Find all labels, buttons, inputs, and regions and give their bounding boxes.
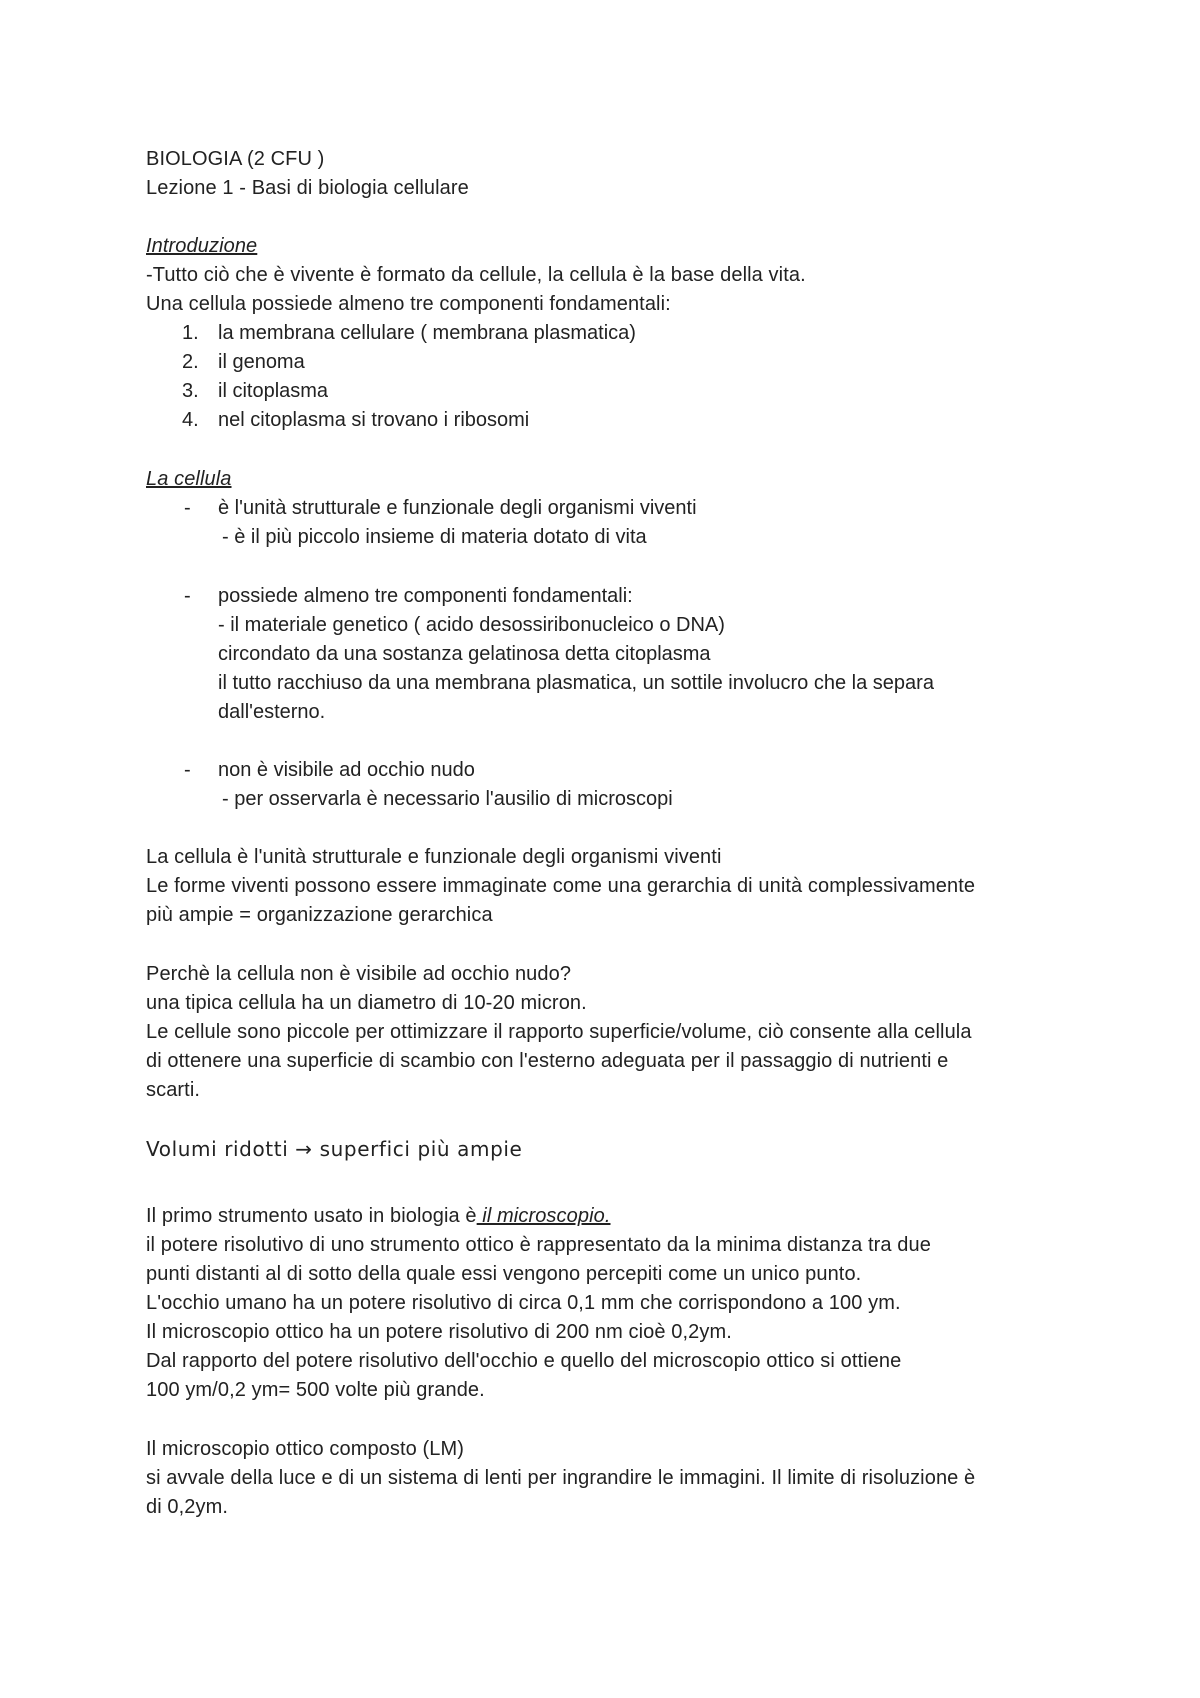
paragraph-line: Il microscopio ottico ha un potere risolutivo di 200 nm cioè 0,2ym. — [146, 1321, 732, 1343]
paragraph-line — [146, 1202, 611, 1231]
highlight-line: Volumi ridotti → superfici più ampie — [146, 1137, 523, 1161]
paragraph-line: Le cellule sono piccole per ottimizzare il rapporto superficie/volume, ciò consente alla cellula — [146, 1021, 972, 1043]
cellula-bullet-3: non è visibile ad occhio nudo — [218, 759, 475, 781]
cellula-bullet-2-line: - il materiale genetico ( acido desossiribonucleico o DNA) — [218, 614, 725, 636]
paragraph-line: La cellula è l'unità strutturale e funzionale degli organismi viventi — [146, 846, 722, 868]
list-number: 4. — [182, 409, 199, 431]
cellula-bullet-2-line: circondato da una sostanza gelatinosa detta citoplasma — [218, 643, 711, 665]
doc-subtitle: Lezione 1 - Basi di biologia cellulare — [146, 177, 469, 199]
paragraph-line: più ampie = organizzazione gerarchica — [146, 904, 493, 926]
doc-title: BIOLOGIA (2 CFU ) — [146, 148, 325, 170]
paragraph-line: 100 ym/0,2 ym= 500 volte più grande. — [146, 1379, 485, 1401]
paragraph-line: si avvale della luce e di un sistema di lenti per ingrandire le immagini. Il limite di risoluzione è — [146, 1467, 976, 1489]
paragraph-line: Le forme viventi possono essere immaginate come una gerarchia di unità complessivamente — [146, 875, 976, 897]
paragraph-line: di 0,2ym. — [146, 1496, 229, 1518]
cellula-bullet-2-line: dall'esterno. — [218, 701, 326, 723]
bullet-dash: - — [184, 585, 191, 607]
list-number: 2. — [182, 351, 199, 373]
paragraph-line: di ottenere una superficie di scambio con l'esterno adeguata per il passaggio di nutrienti e — [146, 1050, 949, 1072]
paragraph-line: Dal rapporto del potere risolutivo dell'occhio e quello del microscopio ottico si ottiene — [146, 1350, 902, 1372]
microscope-emphasis: il microscopio. — [476, 1205, 611, 1227]
bullet-dash: - — [184, 497, 191, 519]
paragraph-line: il potere risolutivo di uno strumento ottico è rappresentato da la minima distanza tra due — [146, 1234, 931, 1256]
list-item: il citoplasma — [218, 380, 329, 402]
paragraph-text: Il primo strumento usato in biologia è — [146, 1205, 477, 1227]
paragraph-line: L'occhio umano ha un potere risolutivo di circa 0,1 mm che corrispondono a 100 ym. — [146, 1292, 901, 1314]
paragraph-line: una tipica cellula ha un diametro di 10-20 micron. — [146, 992, 587, 1014]
paragraph-line: punti distanti al di sotto della quale essi vengono percepiti come un unico punto. — [146, 1263, 862, 1285]
cellula-bullet-1: è l'unità strutturale e funzionale degli organismi viventi — [218, 497, 697, 519]
intro-paragraph-1: -Tutto ciò che è vivente è formato da cellule, la cellula è la base della vita. — [146, 264, 806, 286]
paragraph-line: Il microscopio ottico composto (LM) — [146, 1438, 465, 1460]
list-item: la membrana cellulare ( membrana plasmatica) — [218, 322, 636, 344]
list-item: il genoma — [218, 351, 305, 373]
list-number: 1. — [182, 322, 199, 344]
intro-heading: Introduzione — [146, 235, 258, 257]
paragraph-line: scarti. — [146, 1079, 201, 1101]
cellula-heading: La cellula — [146, 468, 232, 490]
list-number: 3. — [182, 380, 199, 402]
intro-paragraph-2: Una cellula possiede almeno tre componenti fondamentali: — [146, 293, 671, 315]
cellula-bullet-2: possiede almeno tre componenti fondamentali: — [218, 585, 633, 607]
list-item: nel citoplasma si trovano i ribosomi — [218, 409, 530, 431]
cellula-bullet-3-sub: - per osservarla è necessario l'ausilio di microscopi — [222, 788, 673, 810]
paragraph-line: Perchè la cellula non è visibile ad occhio nudo? — [146, 963, 572, 985]
cellula-bullet-1-sub: - è il più piccolo insieme di materia dotato di vita — [222, 526, 647, 548]
cellula-bullet-2-line: il tutto racchiuso da una membrana plasmatica, un sottile involucro che la separa — [218, 672, 934, 694]
bullet-dash: - — [184, 759, 191, 781]
